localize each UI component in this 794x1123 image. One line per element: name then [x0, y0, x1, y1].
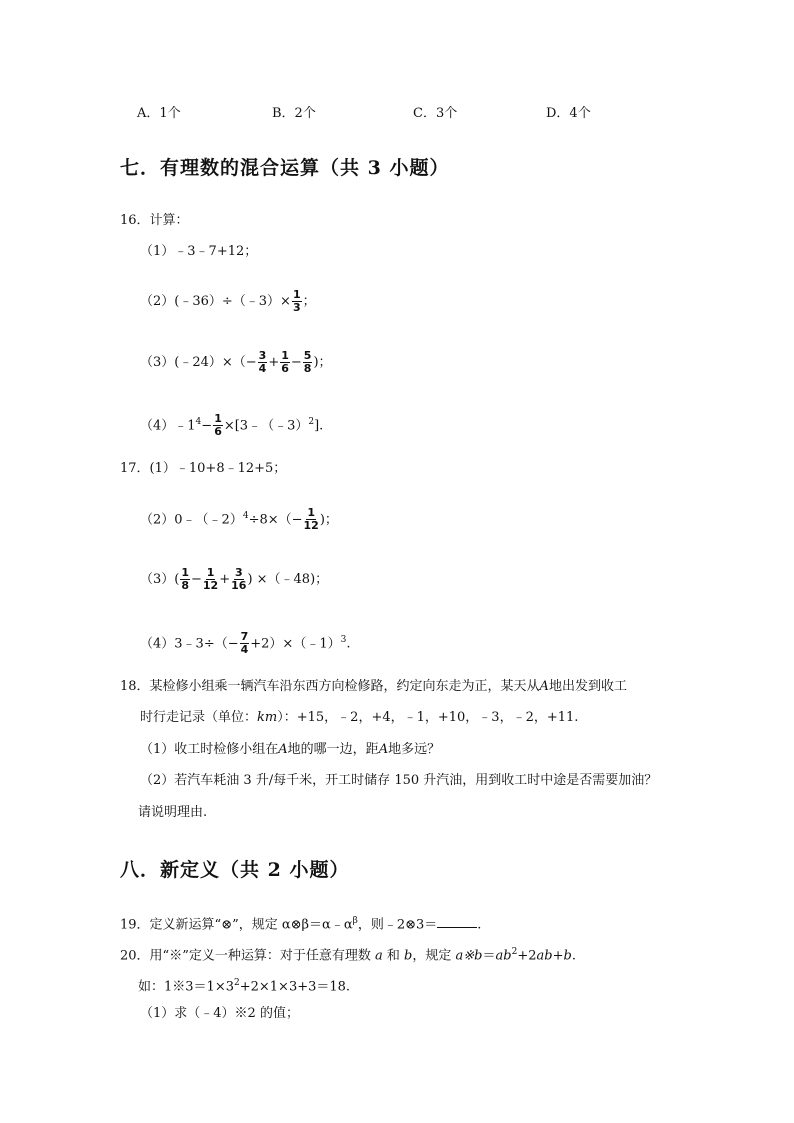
q20-line1: 20．用“※”定义一种运算：对于任意有理数 a 和 b，规定 $a※b=ab^2+2ab+b$. — [120, 947, 576, 964]
q18-line2: 时行走记录（单位：km）：+15，﹣2，+4，﹣1，+10，﹣3，﹣2，+11. — [140, 710, 579, 725]
q19: 19．定义新运算“⊗”，规定 $\alpha\otimes\beta=\alpha﹣\alpha^\beta$，则﹣2⊗3＝ . — [120, 916, 482, 933]
q18-question2: （2）若汽车耗油 3 升/每千米，开工时储存 150 升汽油，用到收工时中途是否需要加油？ — [140, 773, 658, 788]
section-8-heading: 八．新定义（共 2 小题） — [120, 859, 350, 881]
q16-part4: $(4)﹣1^4-$ $\frac{1}{6}$ ×[3﹣（﹣3）$^2$]. — [140, 412, 324, 439]
section-7-heading: 七．有理数的混合运算（共 3 小题） — [120, 157, 450, 179]
option-a: A．1个 — [137, 106, 181, 121]
answer-blank[interactable] — [437, 915, 477, 928]
q17-part1: 17．(1）﹣10+8﹣12+5； — [120, 461, 287, 476]
option-b: B．2个 — [272, 106, 316, 121]
q17-part3: （3）( $\frac{1}{8}$ − $\frac{1}{12}$ + $\frac{3}{16}$ ) ×（﹣48)； — [140, 566, 329, 592]
q20-question1: （1）求（﹣4）※2 的值； — [140, 1006, 299, 1021]
q18-line1: 18．某检修小组乘一辆汽车沿东西方向检修路，约定向东走为正，某天从A地出发到收工 — [120, 679, 627, 694]
q18-question2-cont: 请说明理由. — [138, 805, 208, 820]
q17-part4: （4）3﹣3÷（− $\frac{7}{4}$ +2）×（﹣1）$^3$. — [140, 630, 351, 657]
q16-part3: （3）(﹣24）×（− $\frac{3}{4}$ + $\frac{1}{6}$ − $\frac{5}{8}$ )； — [140, 349, 332, 375]
q16-stem: 16．计算： — [120, 213, 189, 228]
q16-part1: （1）﹣3﹣7+12； — [140, 244, 258, 259]
q17-part2: （2）0﹣（﹣2）$^4$÷8×（− $\frac{1}{12}$ )； — [140, 506, 338, 533]
q18-question1: （1）收工时检修小组在A地的哪一边，距A地多远？ — [140, 742, 441, 757]
option-d: D．4个 — [546, 106, 591, 121]
option-c: C．3个 — [413, 106, 458, 121]
q16-part2: （2）(﹣36）÷（﹣3）× $\frac{1}{3}$ ； — [140, 288, 316, 314]
q20-example: 如：$1※3=1\times 3^2+2\times 1\times 3+3=18$. — [138, 978, 351, 995]
